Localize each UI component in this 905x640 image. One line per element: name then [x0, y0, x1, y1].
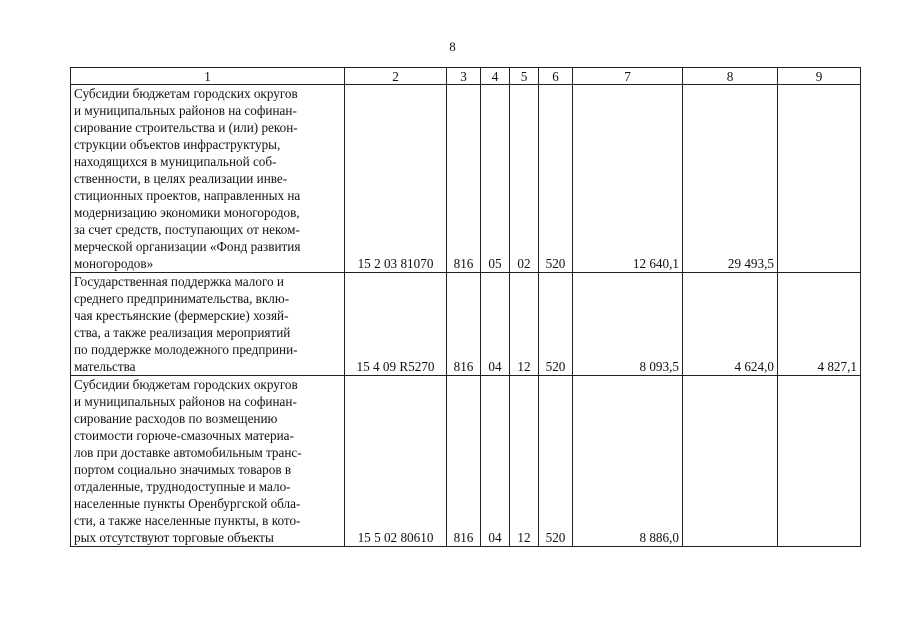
description-line: Субсидии бюджетам городских округов [74, 86, 298, 101]
description-line: Государственная поддержка малого и [74, 274, 284, 289]
budget-table [70, 67, 861, 547]
cell-col6: 520 [539, 376, 573, 547]
table-row [71, 273, 861, 376]
description-line: мательства [74, 359, 136, 374]
description-cell [71, 85, 345, 273]
header-cell: 4 [481, 68, 510, 85]
description-line: ства, а также реализация мероприятий [74, 325, 291, 340]
description-line: Субсидии бюджетам городских округов [74, 377, 298, 392]
description-line: чая крестьянские (фермерские) хозяй- [74, 308, 289, 323]
description-line: и муниципальных районов на софинан- [74, 394, 297, 409]
amount-col7: 12 640,1 [573, 85, 683, 273]
description-cell [71, 376, 345, 547]
cell-col5: 12 [510, 376, 539, 547]
cell-col4: 05 [481, 85, 510, 273]
description-line: сти, а также населенные пункты, в кото- [74, 513, 301, 528]
description-line: населенные пункты Оренбургской обла- [74, 496, 301, 511]
header-cell: 9 [778, 68, 861, 85]
description-line: среднего предпринимательства, вклю- [74, 291, 290, 306]
amount-col9 [778, 376, 861, 547]
cell-col6: 520 [539, 273, 573, 376]
cell-col6: 520 [539, 85, 573, 273]
description-line: ственности, в целях реализации инве- [74, 171, 288, 186]
table-row [71, 376, 861, 547]
description-line: струкции объектов инфраструктуры, [74, 137, 281, 152]
budget-code-cell: 15 5 02 80610 [345, 376, 447, 547]
page-number: 8 [449, 39, 456, 54]
amount-col8 [683, 376, 778, 547]
description-cell [71, 273, 345, 376]
description-line: и муниципальных районов на софинан- [74, 103, 297, 118]
header-cell: 5 [510, 68, 539, 85]
amount-col8: 29 493,5 [683, 85, 778, 273]
description-line: лов при доставке автомобильным транс- [74, 445, 302, 460]
description-line: находящихся в муниципальной соб- [74, 154, 277, 169]
header-cell: 6 [539, 68, 573, 85]
description-line: портом социально значимых товаров в [74, 462, 292, 477]
description-line: сирование строительства и (или) рекон- [74, 120, 298, 135]
cell-col5: 12 [510, 273, 539, 376]
budget-code-cell: 15 4 09 R5270 [345, 273, 447, 376]
header-cell: 8 [683, 68, 778, 85]
description-line: модернизацию экономики моногородов, [74, 205, 300, 220]
description-line: стоимости горюче-смазочных материа- [74, 428, 294, 443]
amount-col8: 4 624,0 [683, 273, 778, 376]
description-line: мерческой организации «Фонд развития [74, 239, 301, 254]
amount-col9: 4 827,1 [778, 273, 861, 376]
description-line: сирование расходов по возмещению [74, 411, 278, 426]
amount-col9 [778, 85, 861, 273]
cell-col4: 04 [481, 273, 510, 376]
description-line: рых отсутствуют торговые объекты [74, 530, 274, 545]
description-line: стиционных проектов, направленных на [74, 188, 301, 203]
cell-col3: 816 [447, 85, 481, 273]
cell-col5: 02 [510, 85, 539, 273]
header-cell: 7 [573, 68, 683, 85]
cell-col3: 816 [447, 376, 481, 547]
header-row [71, 68, 861, 85]
amount-col7: 8 886,0 [573, 376, 683, 547]
description-line: за счет средств, поступающих от неком- [74, 222, 300, 237]
table-row [71, 85, 861, 273]
header-cell: 2 [345, 68, 447, 85]
cell-col4: 04 [481, 376, 510, 547]
header-cell: 3 [447, 68, 481, 85]
description-line: по поддержке молодежного предприни- [74, 342, 298, 357]
description-line: моногородов» [74, 256, 154, 271]
amount-col7: 8 093,5 [573, 273, 683, 376]
budget-code-cell: 15 2 03 81070 [345, 85, 447, 273]
cell-col3: 816 [447, 273, 481, 376]
description-line: отдаленные, труднодоступные и мало- [74, 479, 291, 494]
header-cell: 1 [71, 68, 345, 85]
